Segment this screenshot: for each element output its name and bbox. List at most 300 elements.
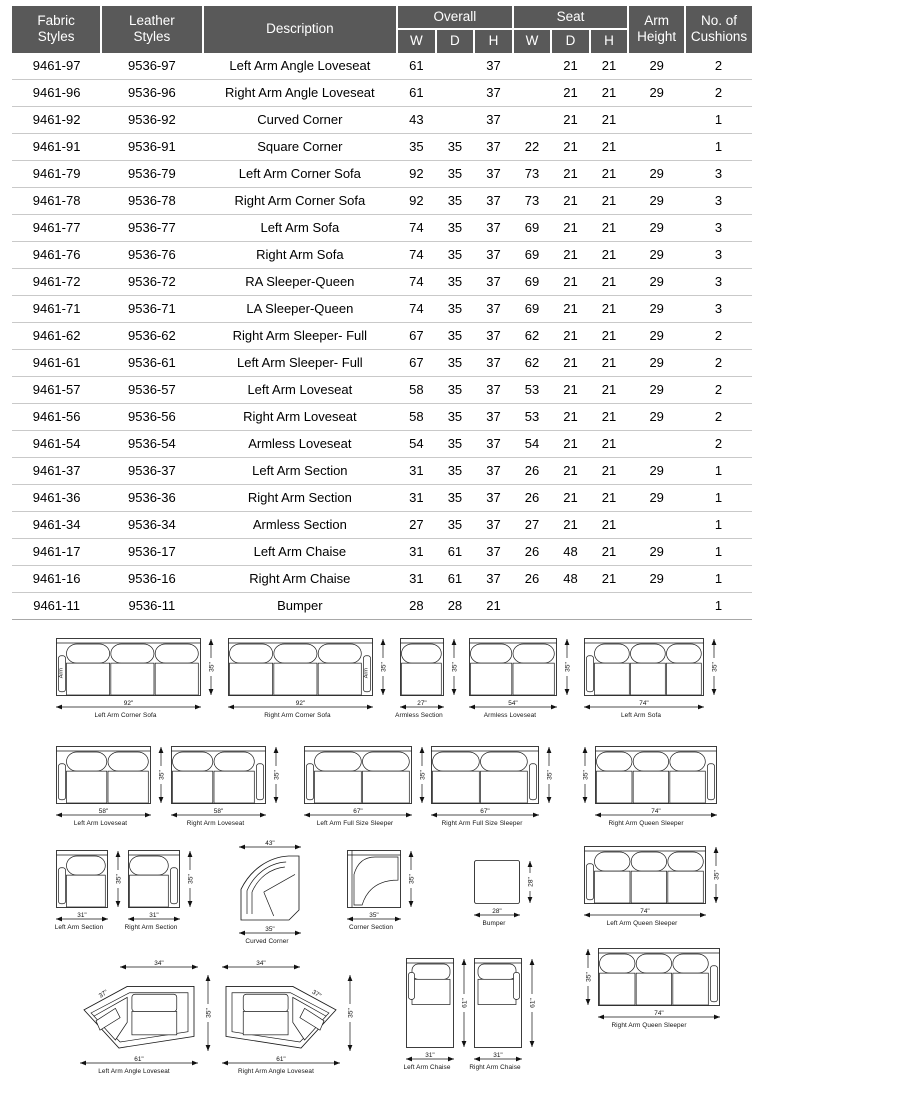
svg-text:28": 28" xyxy=(492,907,502,915)
diagram-section xyxy=(0,620,900,1088)
header-arm-line1: Arm xyxy=(644,13,670,28)
overall-w-cell: 31 xyxy=(397,538,436,565)
seat-w-cell: 27 xyxy=(513,511,552,538)
svg-text:28": 28" xyxy=(527,877,535,887)
figure-left-arm-sofa xyxy=(578,638,722,719)
table-row xyxy=(12,241,752,268)
leather-style-cell: 9536-54 xyxy=(101,430,202,457)
overall-w-cell: 92 xyxy=(397,187,436,214)
description-cell: Left Arm Loveseat xyxy=(203,376,398,403)
description-cell: Right Arm Loveseat xyxy=(203,403,398,430)
seat-w-cell: 53 xyxy=(513,403,552,430)
svg-text:37": 37" xyxy=(310,988,323,1000)
overall-h-cell: 37 xyxy=(474,214,513,241)
overall-w-cell: 58 xyxy=(397,376,436,403)
table-row xyxy=(12,79,752,106)
table-row xyxy=(12,133,752,160)
header-leather-styles xyxy=(101,6,202,53)
svg-text:92": 92" xyxy=(295,699,306,707)
figure-left-arm-corner-sofa xyxy=(50,638,219,719)
overall-h-cell: 37 xyxy=(474,160,513,187)
overall-w-cell: 35 xyxy=(397,133,436,160)
overall-h-cell: 37 xyxy=(474,538,513,565)
overall-d-cell: 35 xyxy=(436,403,475,430)
arm-height-cell: 29 xyxy=(628,241,685,268)
fabric-style-cell: 9461-57 xyxy=(12,376,101,403)
seat-h-cell: 21 xyxy=(590,376,629,403)
figure-drawing-left-arm-section xyxy=(50,850,126,928)
seat-h-cell: 21 xyxy=(590,403,629,430)
svg-text:34": 34" xyxy=(256,959,266,967)
seat-w-cell: 69 xyxy=(513,295,552,322)
figure-drawing-right-arm-corner-sofa xyxy=(222,638,391,716)
seat-w-cell: 73 xyxy=(513,160,552,187)
seat-w-cell xyxy=(513,79,552,106)
seat-w-cell: 69 xyxy=(513,241,552,268)
figure-caption: Right Arm Queen Sleeper xyxy=(608,819,684,827)
figure-right-arm-angle-loveseat xyxy=(212,958,358,1075)
leather-style-cell: 9536-91 xyxy=(101,133,202,160)
seat-d-cell: 48 xyxy=(551,538,590,565)
seat-h-cell: 21 xyxy=(590,268,629,295)
figure-caption: Right Arm Chaise xyxy=(469,1063,521,1071)
overall-h-cell: 37 xyxy=(474,295,513,322)
figure-drawing-left-arm-angle-loveseat xyxy=(70,958,216,1072)
overall-w-cell: 74 xyxy=(397,295,436,322)
description-cell: Left Arm Chaise xyxy=(203,538,398,565)
overall-d-cell: 35 xyxy=(436,511,475,538)
overall-h-cell: 37 xyxy=(474,511,513,538)
seat-w-cell: 26 xyxy=(513,538,552,565)
figure-caption: Left Arm Sofa xyxy=(620,711,662,719)
cushions-cell: 2 xyxy=(685,376,752,403)
table-row xyxy=(12,214,752,241)
description-cell: Right Arm Sleeper- Full xyxy=(203,322,398,349)
overall-d-cell: 35 xyxy=(436,322,475,349)
seat-d-cell: 21 xyxy=(551,106,590,133)
svg-text:35": 35" xyxy=(265,925,275,933)
overall-w-cell: 74 xyxy=(397,268,436,295)
svg-text:67": 67" xyxy=(353,807,363,815)
seat-d-cell: 21 xyxy=(551,133,590,160)
header-overall-d: D xyxy=(436,29,475,52)
seat-w-cell: 54 xyxy=(513,430,552,457)
overall-w-cell: 31 xyxy=(397,565,436,592)
arm-height-cell xyxy=(628,133,685,160)
leather-style-cell: 9536-37 xyxy=(101,457,202,484)
figure-drawing-right-arm-angle-loveseat xyxy=(212,958,358,1072)
leather-style-cell: 9536-72 xyxy=(101,268,202,295)
overall-w-cell: 92 xyxy=(397,160,436,187)
figure-caption: Right Arm Queen Sleeper xyxy=(611,1021,687,1029)
seat-h-cell: 21 xyxy=(590,457,629,484)
seat-d-cell: 21 xyxy=(551,484,590,511)
overall-h-cell: 37 xyxy=(474,241,513,268)
table-row xyxy=(12,376,752,403)
svg-text:67": 67" xyxy=(480,807,490,815)
header-cushions-line1: No. of xyxy=(701,13,738,28)
leather-style-cell: 9536-57 xyxy=(101,376,202,403)
seat-d-cell: 21 xyxy=(551,349,590,376)
arm-height-cell: 29 xyxy=(628,187,685,214)
header-seat-group: Seat xyxy=(513,6,629,29)
figure-caption: Right Arm Full Size Sleeper xyxy=(441,819,523,827)
table-row xyxy=(12,484,752,511)
overall-w-cell: 67 xyxy=(397,349,436,376)
svg-text:61": 61" xyxy=(276,1055,286,1063)
cushions-cell: 1 xyxy=(685,565,752,592)
overall-w-cell: 74 xyxy=(397,241,436,268)
figure-corner-section xyxy=(341,850,419,931)
svg-text:31": 31" xyxy=(77,911,87,919)
figure-drawing-left-arm-queen-sleeper xyxy=(578,846,724,924)
cushions-cell: 1 xyxy=(685,106,752,133)
figure-right-arm-chaise xyxy=(468,958,540,1071)
overall-h-cell: 37 xyxy=(474,187,513,214)
svg-text:92": 92" xyxy=(123,699,134,707)
seat-d-cell: 21 xyxy=(551,295,590,322)
svg-text:31": 31" xyxy=(493,1051,503,1059)
svg-text:61": 61" xyxy=(461,998,469,1008)
leather-style-cell: 9536-77 xyxy=(101,214,202,241)
header-seat-d: D xyxy=(551,29,590,52)
fabric-style-cell: 9461-54 xyxy=(12,430,101,457)
arm-height-cell: 29 xyxy=(628,322,685,349)
header-seat-h: H xyxy=(590,29,629,52)
seat-h-cell: 21 xyxy=(590,214,629,241)
fabric-style-cell: 9461-79 xyxy=(12,160,101,187)
description-cell: LA Sleeper-Queen xyxy=(203,295,398,322)
leather-style-cell: 9536-11 xyxy=(101,592,202,619)
fabric-style-cell: 9461-77 xyxy=(12,214,101,241)
seat-w-cell xyxy=(513,106,552,133)
header-overall-group: Overall xyxy=(397,6,513,29)
table-row xyxy=(12,592,752,619)
fabric-style-cell: 9461-56 xyxy=(12,403,101,430)
header-description: Description xyxy=(203,6,398,53)
description-cell: Curved Corner xyxy=(203,106,398,133)
fabric-style-cell: 9461-34 xyxy=(12,511,101,538)
description-cell: Armless Loveseat xyxy=(203,430,398,457)
header-leather-line2: Styles xyxy=(133,29,171,45)
cushions-cell: 1 xyxy=(685,538,752,565)
figure-drawing-corner-section xyxy=(341,850,419,928)
figure-drawing-left-arm-corner-sofa xyxy=(50,638,219,716)
svg-text:27": 27" xyxy=(417,699,427,707)
seat-h-cell: 21 xyxy=(590,484,629,511)
figure-bumper xyxy=(468,860,538,927)
cushions-cell: 1 xyxy=(685,457,752,484)
svg-text:35": 35" xyxy=(711,662,719,672)
leather-style-cell: 9536-96 xyxy=(101,79,202,106)
figure-drawing-right-arm-section xyxy=(122,850,198,928)
figure-drawing-right-arm-queen-sleeper xyxy=(575,746,735,824)
arm-height-cell xyxy=(628,106,685,133)
arm-height-cell: 29 xyxy=(628,79,685,106)
seat-h-cell: 21 xyxy=(590,133,629,160)
svg-text:35": 35" xyxy=(208,662,216,672)
svg-text:35": 35" xyxy=(408,874,416,884)
svg-text:35": 35" xyxy=(273,770,281,780)
arm-height-cell xyxy=(628,430,685,457)
overall-h-cell: 37 xyxy=(474,322,513,349)
svg-text:31": 31" xyxy=(149,911,159,919)
seat-w-cell xyxy=(513,53,552,80)
overall-h-cell: 37 xyxy=(474,349,513,376)
diagram-figure-layer xyxy=(0,628,900,1088)
svg-text:35": 35" xyxy=(585,972,593,982)
figure-right-arm-section xyxy=(122,850,198,931)
overall-d-cell: 35 xyxy=(436,376,475,403)
overall-w-cell: 43 xyxy=(397,106,436,133)
seat-d-cell: 21 xyxy=(551,268,590,295)
overall-h-cell: 37 xyxy=(474,457,513,484)
svg-text:34": 34" xyxy=(154,959,164,967)
figure-drawing-right-arm-full-size-sleeper xyxy=(425,746,557,824)
seat-d-cell: 21 xyxy=(551,511,590,538)
seat-d-cell: 21 xyxy=(551,160,590,187)
overall-h-cell: 37 xyxy=(474,565,513,592)
cushions-cell: 2 xyxy=(685,430,752,457)
cushions-cell: 2 xyxy=(685,79,752,106)
header-fabric-line1: Fabric xyxy=(37,13,75,28)
seat-h-cell: 21 xyxy=(590,187,629,214)
overall-h-cell: 37 xyxy=(474,53,513,80)
figure-right-arm-queen-sleeper xyxy=(575,746,735,827)
overall-h-cell: 37 xyxy=(474,430,513,457)
overall-d-cell: 35 xyxy=(436,349,475,376)
seat-w-cell: 69 xyxy=(513,214,552,241)
figure-caption: Left Arm Corner Sofa xyxy=(94,711,157,719)
figure-caption: Left Arm Section xyxy=(54,923,104,931)
fabric-style-cell: 9461-72 xyxy=(12,268,101,295)
svg-text:35": 35" xyxy=(115,874,123,884)
description-cell: Left Arm Sofa xyxy=(203,214,398,241)
svg-text:35": 35" xyxy=(205,1008,213,1018)
description-cell: Left Arm Sleeper- Full xyxy=(203,349,398,376)
description-cell: Right Arm Sofa xyxy=(203,241,398,268)
overall-d-cell: 28 xyxy=(436,592,475,619)
seat-w-cell: 73 xyxy=(513,187,552,214)
fabric-style-cell: 9461-97 xyxy=(12,53,101,80)
cushions-cell: 1 xyxy=(685,511,752,538)
figure-armless-section xyxy=(394,638,462,719)
arm-height-cell: 29 xyxy=(628,403,685,430)
svg-text:58": 58" xyxy=(213,807,224,815)
svg-text:35": 35" xyxy=(369,911,379,919)
seat-w-cell: 26 xyxy=(513,457,552,484)
fabric-style-cell: 9461-36 xyxy=(12,484,101,511)
seat-h-cell: 21 xyxy=(590,322,629,349)
figure-left-arm-angle-loveseat xyxy=(70,958,216,1075)
overall-d-cell: 61 xyxy=(436,565,475,592)
overall-w-cell: 28 xyxy=(397,592,436,619)
leather-style-cell: 9536-16 xyxy=(101,565,202,592)
figure-left-arm-full-size-sleeper xyxy=(298,746,430,827)
table-body xyxy=(12,53,752,620)
overall-h-cell: 37 xyxy=(474,133,513,160)
overall-d-cell xyxy=(436,53,475,80)
header-cushions-line2: Cushions xyxy=(690,29,748,45)
leather-style-cell: 9536-62 xyxy=(101,322,202,349)
seat-d-cell: 21 xyxy=(551,53,590,80)
svg-text:35": 35" xyxy=(419,770,427,780)
seat-w-cell xyxy=(513,592,552,619)
figure-left-arm-chaise xyxy=(400,958,472,1071)
figure-left-arm-queen-sleeper xyxy=(578,846,724,927)
figure-caption: Left Arm Chaise xyxy=(403,1063,451,1071)
leather-style-cell: 9536-78 xyxy=(101,187,202,214)
table-row xyxy=(12,295,752,322)
arm-height-cell: 29 xyxy=(628,376,685,403)
leather-style-cell: 9536-56 xyxy=(101,403,202,430)
fabric-style-cell: 9461-96 xyxy=(12,79,101,106)
overall-w-cell: 61 xyxy=(397,79,436,106)
svg-text:74": 74" xyxy=(654,1009,664,1017)
svg-text:Arm: Arm xyxy=(58,667,65,679)
fabric-style-cell: 9461-91 xyxy=(12,133,101,160)
overall-h-cell: 37 xyxy=(474,403,513,430)
seat-h-cell: 21 xyxy=(590,295,629,322)
overall-h-cell: 37 xyxy=(474,268,513,295)
figure-caption: Left Arm Full Size Sleeper xyxy=(316,819,394,827)
description-cell: Right Arm Section xyxy=(203,484,398,511)
figure-curved-corner xyxy=(233,840,319,945)
overall-d-cell: 35 xyxy=(436,430,475,457)
overall-d-cell: 35 xyxy=(436,268,475,295)
overall-w-cell: 31 xyxy=(397,457,436,484)
seat-w-cell: 26 xyxy=(513,484,552,511)
arm-height-cell xyxy=(628,511,685,538)
seat-h-cell: 21 xyxy=(590,160,629,187)
table-row xyxy=(12,349,752,376)
overall-d-cell: 35 xyxy=(436,241,475,268)
cushions-cell: 1 xyxy=(685,592,752,619)
seat-d-cell: 21 xyxy=(551,241,590,268)
figure-drawing-armless-loveseat xyxy=(463,638,575,716)
svg-text:35": 35" xyxy=(564,662,572,672)
figure-caption: Right Arm Loveseat xyxy=(186,819,245,827)
leather-style-cell: 9536-34 xyxy=(101,511,202,538)
svg-text:35": 35" xyxy=(347,1008,355,1018)
figure-caption: Left Arm Loveseat xyxy=(73,819,128,827)
figure-right-arm-queen-sleeper xyxy=(578,948,738,1029)
overall-h-cell: 21 xyxy=(474,592,513,619)
overall-d-cell: 35 xyxy=(436,214,475,241)
overall-w-cell: 74 xyxy=(397,214,436,241)
figure-caption: Left Arm Angle Loveseat xyxy=(98,1067,170,1075)
arm-height-cell: 29 xyxy=(628,214,685,241)
table-row xyxy=(12,403,752,430)
table-row xyxy=(12,430,752,457)
description-cell: Square Corner xyxy=(203,133,398,160)
header-arm-line2: Height xyxy=(637,29,677,45)
overall-w-cell: 54 xyxy=(397,430,436,457)
svg-text:37": 37" xyxy=(97,988,110,1000)
figure-caption: Bumper xyxy=(482,919,506,927)
figure-right-arm-corner-sofa xyxy=(222,638,391,719)
seat-h-cell: 21 xyxy=(590,241,629,268)
figure-drawing-bumper xyxy=(468,860,538,924)
seat-h-cell xyxy=(590,592,629,619)
seat-w-cell: 62 xyxy=(513,349,552,376)
overall-h-cell: 37 xyxy=(474,106,513,133)
overall-w-cell: 61 xyxy=(397,53,436,80)
seat-h-cell: 21 xyxy=(590,79,629,106)
overall-w-cell: 31 xyxy=(397,484,436,511)
header-fabric-line2: Styles xyxy=(37,29,75,45)
fabric-style-cell: 9461-62 xyxy=(12,322,101,349)
table-row xyxy=(12,187,752,214)
seat-d-cell: 21 xyxy=(551,79,590,106)
leather-style-cell: 9536-71 xyxy=(101,295,202,322)
description-cell: Left Arm Angle Loveseat xyxy=(203,53,398,80)
fabric-style-cell: 9461-92 xyxy=(12,106,101,133)
figure-caption: Armless Loveseat xyxy=(483,711,537,719)
cushions-cell: 3 xyxy=(685,241,752,268)
header-fabric-styles xyxy=(12,6,101,53)
leather-style-cell: 9536-61 xyxy=(101,349,202,376)
header-no-of-cushions xyxy=(685,6,752,53)
fabric-style-cell: 9461-76 xyxy=(12,241,101,268)
svg-text:61": 61" xyxy=(529,998,537,1008)
figure-caption: Corner Section xyxy=(348,923,394,931)
seat-h-cell: 21 xyxy=(590,538,629,565)
fabric-style-cell: 9461-71 xyxy=(12,295,101,322)
figure-drawing-left-arm-sofa xyxy=(578,638,722,716)
svg-text:74": 74" xyxy=(640,907,650,915)
svg-text:35": 35" xyxy=(713,870,721,880)
overall-d-cell: 35 xyxy=(436,133,475,160)
overall-d-cell: 35 xyxy=(436,484,475,511)
figure-drawing-left-arm-chaise xyxy=(400,958,472,1068)
svg-text:58": 58" xyxy=(98,807,109,815)
fabric-style-cell: 9461-17 xyxy=(12,538,101,565)
figure-caption: Right Arm Section xyxy=(124,923,178,931)
seat-h-cell: 21 xyxy=(590,53,629,80)
header-overall-h: H xyxy=(474,29,513,52)
description-cell: Right Arm Angle Loveseat xyxy=(203,79,398,106)
svg-text:43": 43" xyxy=(265,839,275,847)
figure-caption: Right Arm Angle Loveseat xyxy=(238,1067,314,1075)
cushions-cell: 2 xyxy=(685,322,752,349)
description-cell: Left Arm Corner Sofa xyxy=(203,160,398,187)
seat-w-cell: 22 xyxy=(513,133,552,160)
overall-h-cell: 37 xyxy=(474,79,513,106)
cushions-cell: 1 xyxy=(685,484,752,511)
seat-d-cell: 21 xyxy=(551,187,590,214)
seat-d-cell: 21 xyxy=(551,214,590,241)
figure-drawing-armless-section xyxy=(394,638,462,716)
leather-style-cell: 9536-17 xyxy=(101,538,202,565)
arm-height-cell: 29 xyxy=(628,268,685,295)
figure-drawing-curved-corner xyxy=(233,840,319,942)
cushions-cell: 2 xyxy=(685,349,752,376)
description-cell: Bumper xyxy=(203,592,398,619)
figure-left-arm-section xyxy=(50,850,126,931)
seat-w-cell: 53 xyxy=(513,376,552,403)
header-seat-w: W xyxy=(513,29,552,52)
fabric-style-cell: 9461-78 xyxy=(12,187,101,214)
svg-text:35": 35" xyxy=(546,770,554,780)
arm-height-cell: 29 xyxy=(628,160,685,187)
overall-h-cell: 37 xyxy=(474,376,513,403)
fabric-style-cell: 9461-61 xyxy=(12,349,101,376)
svg-text:31": 31" xyxy=(425,1051,435,1059)
overall-d-cell: 35 xyxy=(436,187,475,214)
cushions-cell: 1 xyxy=(685,133,752,160)
description-cell: Right Arm Chaise xyxy=(203,565,398,592)
